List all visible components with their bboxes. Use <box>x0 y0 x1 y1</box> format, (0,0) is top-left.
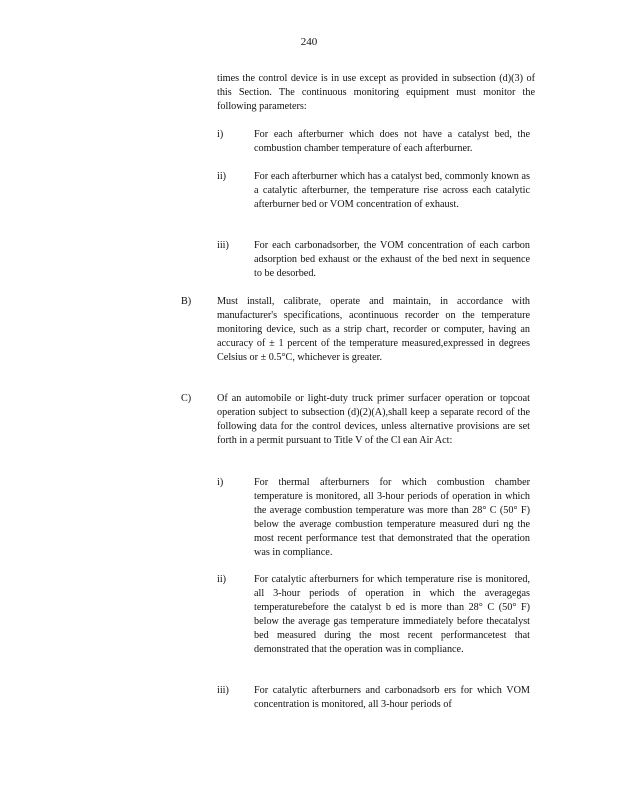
item-b-text: Must install, calibrate, operate and maintain, in accordance with manufacturer's specifications, acontinuous recorder on the temperature monitoring device, such as a strip chart, recorder or computer, having an accuracy of ± 1 percent of the temperature measured,expressed in degrees Celsius or ± 0.5°C, whichever is greater. <box>217 296 530 363</box>
item-c-label: C) <box>181 393 192 404</box>
item-c-text: Of an automobile or light-duty truck primer surfacer operation or topcoat operation subject to subsection (d)(2)(A),shall keep a separate record of the following data for the control devices, unless alternative provisions are set forth in a permit pursuant to Title V of the Cl ean Air Act: <box>217 393 530 446</box>
list-a-item-3-text: For each carbonadsorber, the VOM concentration of each carbon adsorption bed exhaust or the exhaust of the bed next in sequence to be desorbed. <box>254 240 530 279</box>
list-a-item-1-label: i) <box>217 129 224 140</box>
list-a-item-1-text: For each afterburner which does not have a catalyst bed, the combustion chamber temperature of each afterburner. <box>254 129 530 154</box>
list-a-item-2-label: ii) <box>217 171 227 182</box>
list-c-item-3-label: iii) <box>217 685 229 696</box>
list-c-item-1-label: i) <box>217 477 224 488</box>
page-number: 240 <box>300 36 318 48</box>
item-b-label: B) <box>181 296 192 307</box>
list-a-item-2-text: For each afterburner which has a catalyst bed, commonly known as a catalytic afterburner, the temperature rise across each catalytic afterburner bed or VOM concentration of exhaust. <box>254 171 530 210</box>
intro-paragraph: times the control device is in use except as provided in subsection (d)(3) of this Section. The continuous monitoring equipment must monitor the following parameters: <box>217 73 535 112</box>
list-c-item-2-text: For catalytic afterburners for which temperature rise is monitored, all 3-hour periods of operation in which the averagegas temperaturebefore the catalyst b ed is more than 28° C (50° F) below the average gas temperature immediately before thecatalyst bed measured during the most recent performancetest that demonstrated that the operation was in compliance. <box>254 574 530 655</box>
list-a-item-3-label: iii) <box>217 240 229 251</box>
list-c-item-2-label: ii) <box>217 574 227 585</box>
list-c-item-1-text: For thermal afterburners for which combustion chamber temperature is monitored, all 3-hour periods of operation in which the average combustion temperature was more than 28° C (50° F) below the average combustion temperature measured duri ng the most recent performance test that demonstrated that the operation was in compliance. <box>254 477 530 558</box>
list-c-item-3-text: For catalytic afterburners and carbonadsorb ers for which VOM concentration is monitored, all 3-hour periods of <box>254 685 530 710</box>
